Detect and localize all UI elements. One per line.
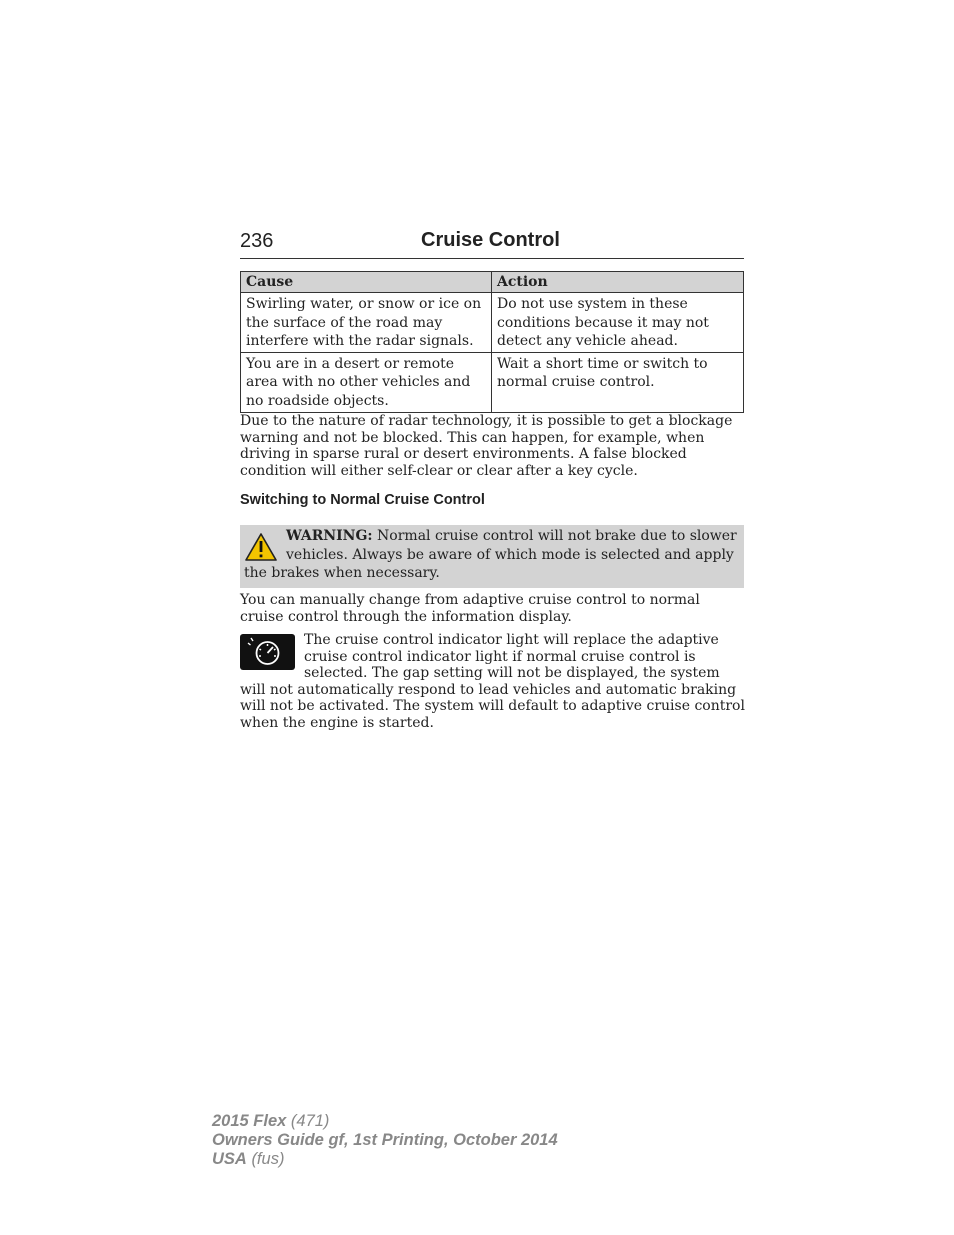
action-cell: Do not use system in these conditions because it may not detect any vehicle ahead.: [492, 293, 744, 353]
section-heading: Switching to Normal Cruise Control: [240, 492, 485, 508]
blockage-paragraph: Due to the nature of radar technology, it is possible to get a blockage warning and not be blocked. This can happen, for example, when driving in sparse rural or desert environments. A false blocked condition will either self-clear or clear after a key cycle.: [240, 413, 733, 479]
cause-cell: You are in a desert or remote area with no other vehicles and no roadside objects.: [241, 352, 492, 412]
warning-message: [244, 527, 740, 583]
column-header-action: Action: [492, 272, 744, 293]
warning-label: WARNING:: [286, 528, 373, 544]
document-footer: [212, 1112, 558, 1169]
column-header-cause: Cause: [241, 272, 492, 293]
page-number: 236: [240, 230, 274, 252]
cause-cell: Swirling water, or snow or ice on the surface of the road may interfere with the radar signals.: [241, 293, 492, 353]
indicator-paragraph: [240, 632, 746, 731]
cruise-control-indicator-icon: [240, 634, 295, 670]
warning-body: Normal cruise control will not brake due to slower vehicles. Always be aware of which mode is selected and apply the brakes when necessary.: [244, 528, 737, 581]
manual-change-paragraph: You can manually change from adaptive cruise control to normal cruise control through the information display.: [240, 592, 700, 625]
warning-box: [240, 525, 744, 588]
footer-guide-line: Owners Guide gf, 1st Printing, October 2014: [212, 1131, 558, 1149]
footer-region-line: USA (fus): [212, 1150, 285, 1168]
table-row: [241, 352, 744, 412]
footer-model-line: 2015 Flex (471): [212, 1112, 330, 1130]
page-header: [240, 228, 744, 259]
action-cell: Wait a short time or switch to normal cruise control.: [492, 352, 744, 412]
page-title: Cruise Control: [421, 229, 560, 251]
indicator-text: The cruise control indicator light will replace the adaptive cruise control indicator light if normal cruise control is selected. The gap setting will not be displayed, the system will not automatically respond to lead vehicles and automatic braking will not be activated. The system will default to adaptive cruise control when the engine is started.: [240, 632, 745, 731]
table-header-row: [241, 272, 744, 293]
cause-action-table: [240, 271, 744, 413]
table-row: [241, 293, 744, 353]
